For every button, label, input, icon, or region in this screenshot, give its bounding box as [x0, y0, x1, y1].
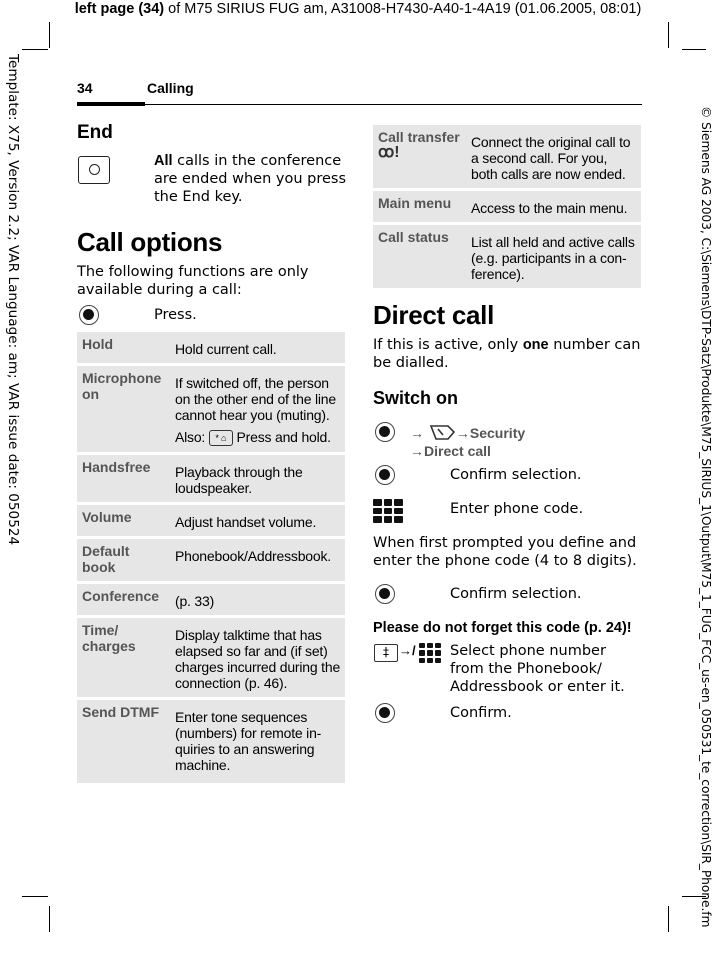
- end-key-icon: [78, 156, 110, 184]
- option-value: Adjust handset volume.: [171, 505, 345, 536]
- table-row: [373, 191, 641, 222]
- direct-pre: If this is active, only: [373, 337, 523, 353]
- option-key: [373, 125, 467, 188]
- navigation-key-icon: [375, 465, 395, 485]
- print-header: [0, 0, 716, 18]
- crop-mark: [22, 896, 48, 897]
- table-row: [77, 618, 345, 697]
- option-value-text: If switched off, the person on the other end of the line cannot hear you (muting).: [175, 375, 336, 423]
- option-value: Connect the original call to a second call. For you, both calls are now ended.: [467, 125, 641, 188]
- confirm-selection-text: Confirm selection.: [450, 467, 582, 483]
- press-text: Press.: [154, 307, 197, 323]
- path-direct-call: →Direct call: [410, 443, 491, 459]
- navigation-key-icon: [79, 305, 99, 325]
- call-options-heading: Call options: [77, 227, 223, 257]
- print-header-bold: left page (34): [74, 1, 165, 17]
- print-header-rest: of M75 SIRIUS FUG am, A31008-H7430-A40-1-4A19 (01.06.2005, 08:01): [164, 1, 642, 17]
- table-row: [77, 539, 345, 581]
- menu-path: [410, 422, 525, 460]
- table-row: [77, 584, 345, 615]
- running-head: Calling: [147, 80, 194, 96]
- option-value: Display talktime that has elapsed so far and (if set) charges incurred during the connection (p. 46).: [171, 618, 345, 697]
- option-value: (p. 33): [171, 584, 345, 615]
- crop-mark: [668, 22, 669, 48]
- page-number: 34: [77, 80, 93, 96]
- end-desc-bold: All: [154, 153, 173, 169]
- keypad-icon: [419, 643, 441, 663]
- option-extra-pre: Also:: [175, 429, 209, 445]
- option-key: Default book: [77, 539, 171, 581]
- crop-mark: [668, 906, 669, 932]
- option-extra-post: Press and hold.: [232, 429, 331, 445]
- first-prompt-text: When first prompted you define and enter the phone code (4 to 8 digits).: [373, 535, 637, 569]
- keypad-icon: [373, 499, 403, 523]
- option-value: Playback through the loudspeaker.: [171, 455, 345, 502]
- option-value: Access to the main menu.: [467, 191, 641, 222]
- navigation-key-icon: [375, 584, 395, 604]
- warning-text: Please do not forget this code (p. 24)!: [373, 620, 632, 636]
- path-arrow: →: [410, 425, 424, 441]
- star-key-icon: * ⌂: [209, 430, 233, 446]
- table-row: [77, 505, 345, 536]
- option-value: [171, 366, 345, 452]
- table-row: [77, 332, 345, 363]
- navigation-key-icon: [375, 703, 395, 723]
- call-options-intro: The following functions are only available during a call:: [77, 264, 309, 298]
- switch-on-heading: Switch on: [373, 388, 458, 408]
- option-key: Send DTMF: [77, 700, 171, 783]
- direct-bold: one: [522, 337, 549, 353]
- template-info: Template: X75, Version 2.2; VAR Language: am; VAR issue date: 050524: [5, 54, 21, 546]
- option-key: Main menu: [373, 191, 467, 222]
- header-rule: [77, 104, 642, 105]
- option-value: Enter tone sequences (numbers) for remote in-quiries to an answering machine.: [171, 700, 345, 783]
- navigation-key-icon: [375, 422, 395, 442]
- option-key: Conference: [77, 584, 171, 615]
- side-text-right: [692, 24, 716, 954]
- option-key: Handsfree: [77, 455, 171, 502]
- option-key: Hold: [77, 332, 171, 363]
- end-description: [154, 152, 346, 206]
- confirm-selection-text: Confirm selection.: [450, 586, 582, 602]
- option-key: Time/ charges: [77, 618, 171, 697]
- option-value: List all held and active calls (e.g. participants in a con-ference).: [467, 225, 641, 288]
- select-separator: →/: [399, 643, 416, 658]
- phonebook-key-icon: ‡: [374, 644, 398, 662]
- table-row: [77, 700, 345, 783]
- call-transfer-icon: ꝏ!: [378, 144, 400, 161]
- option-value: Hold current call.: [171, 332, 345, 363]
- header-rule-thick: [77, 102, 145, 106]
- table-row: [373, 225, 641, 288]
- option-key: Microphone on: [77, 366, 171, 452]
- crop-mark: [22, 49, 48, 50]
- end-heading: End: [77, 122, 113, 143]
- enter-phone-code-text: Enter phone code.: [450, 501, 584, 517]
- option-value: Phonebook/Addressbook.: [171, 539, 345, 581]
- option-key: Call status: [373, 225, 467, 288]
- table-row: [373, 125, 641, 188]
- option-key: Volume: [77, 505, 171, 536]
- end-desc-text: calls in the conference are ended when you press the End key.: [154, 153, 347, 205]
- settings-tool-icon: [428, 422, 456, 442]
- option-extra: [175, 429, 341, 446]
- side-text-left: [0, 24, 22, 934]
- crop-mark: [49, 22, 50, 48]
- crop-mark: [49, 906, 50, 932]
- direct-call-intro: [373, 336, 641, 372]
- direct-post: number can be dialled.: [373, 337, 641, 371]
- path-security: →Security: [455, 425, 526, 441]
- call-options-table: [77, 329, 345, 786]
- option-key-text: Call transfer: [378, 129, 460, 145]
- call-options-table-continued: [373, 122, 641, 291]
- table-row: [77, 366, 345, 452]
- direct-call-heading: Direct call: [373, 300, 494, 330]
- table-row: [77, 455, 345, 502]
- select-phone-text: Select phone number from the Phonebook/ Addressbook or enter it.: [450, 643, 625, 695]
- confirm-text: Confirm.: [450, 705, 512, 721]
- file-path-info: © Siemens AG 2003, C:\Siemens\DTP-Satz\Produkte\M75_SIRIUS_1\Output\M75_1_FUG_FCC_us-en_050531_te_correction\SIR_Phone.fm: [699, 106, 713, 928]
